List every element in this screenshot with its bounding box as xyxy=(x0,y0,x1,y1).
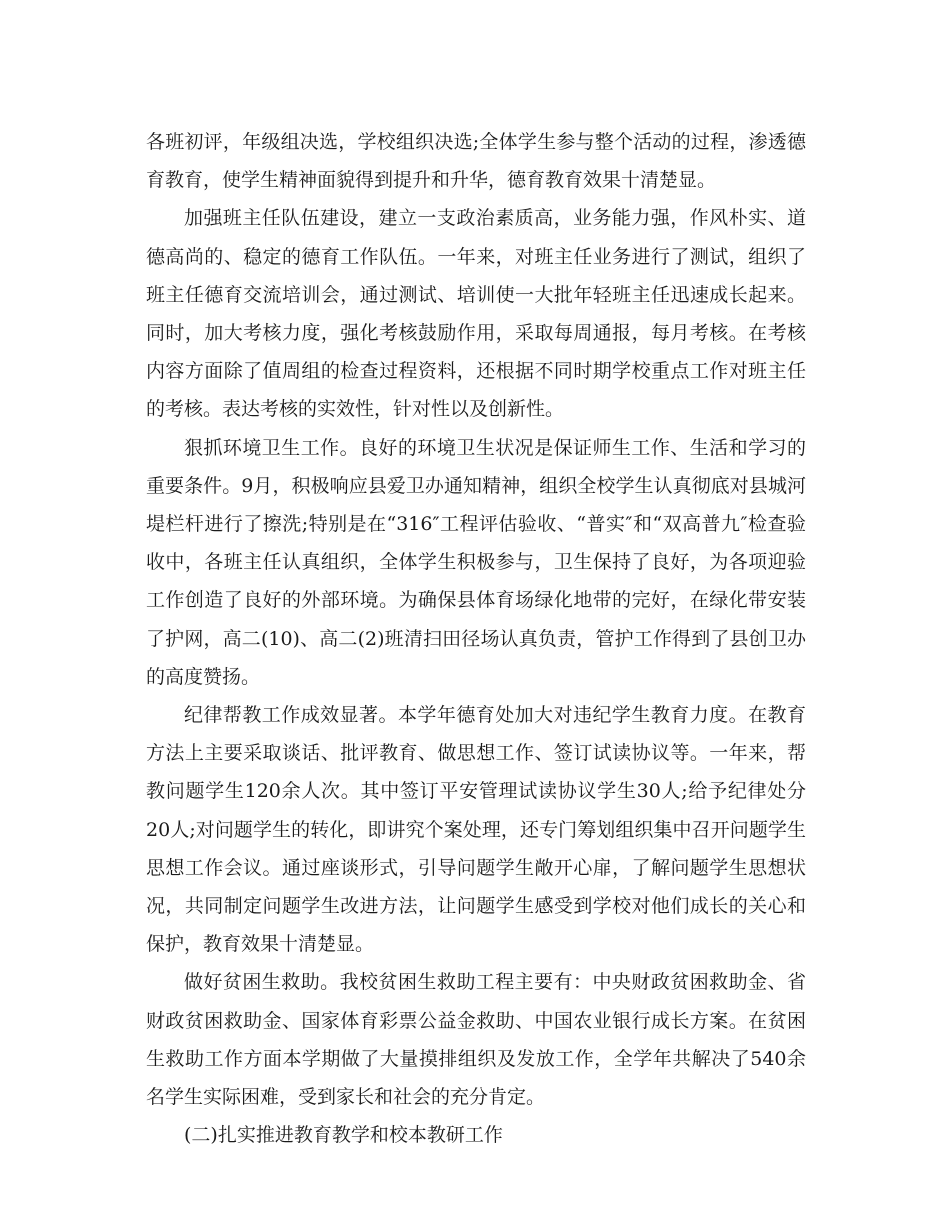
paragraph-head-teacher-team: 加强班主任队伍建设，建立一支政治素质高，业务能力强，作风朴实、道德高尚的、稳定的德育工作队伍。一年来，对班主任业务进行了测试，组织了班主任德育交流培训会，通过测试、培训使一大批年轻班主任迅速成长起来。同时，加大考核力度，强化考核鼓励作用，采取每周通报，每月考核。在考核内容方面除了值周组的检查过程资料，还根据不同时期学校重点工作对班主任的考核。表达考核的实效性，针对性以及创新性。 xyxy=(146,207,806,421)
paragraph-discipline-guidance: 纪律帮教工作成效显著。本学年德育处加大对违纪学生教育力度。在教育方法上主要采取谈话、批评教育、做思想工作、签订试读协议等。一年来，帮教问题学生120余人次。其中签订平安管理试读协议学生30人;给予纪律处分20人;对问题学生的转化，即讲究个案处理，还专门筹划组织集中召开问题学生思想工作会议。通过座谈形式，引导问题学生敞开心扉，了解问题学生思想状况，共同制定问题学生改进方法，让问题学生感受到学校对他们成长的关心和保护，教育效果十清楚显。 xyxy=(146,704,806,956)
paragraph-environment-hygiene: 狠抓环境卫生工作。良好的环境卫生状况是保证师生工作、生活和学习的重要条件。9月，积极响应县爱卫办通知精神，组织全校学生认真彻底对县城河堤栏杆进行了擦洗;特别是在“316″工程评估验收、“普实″和“双高普九″检查验收中，各班主任认真组织，全体学生积极参与，卫生保持了良好，为各项迎验工作创造了良好的外部环境。为确保县体育场绿化地带的完好，在绿化带安装了护网，高二(10)、高二(2)班清扫田径场认真负责，管护工作得到了县创卫办的高度赞扬。 xyxy=(146,436,806,688)
section-heading-teaching-research: (二)扎实推进教育教学和校本教研工作 xyxy=(184,1124,503,1147)
paragraph-activity-summary: 各班初评，年级组决选，学校组织决选;全体学生参与整个活动的过程，渗透德育教育，使学生精神面貌得到提升和升华，德育教育效果十清楚显。 xyxy=(146,131,806,192)
document-body xyxy=(146,123,806,1154)
paragraph-poor-student-aid: 做好贫困生救助。我校贫困生救助工程主要有：中央财政贫困救助金、省财政贫困救助金、国家体育彩票公益金救助、中国农业银行成长方案。在贫困生救助工作方面本学期做了大量摸排组织及发放工作，全学年共解决了540余名学生实际困难，受到家长和社会的充分肯定。 xyxy=(146,971,806,1109)
